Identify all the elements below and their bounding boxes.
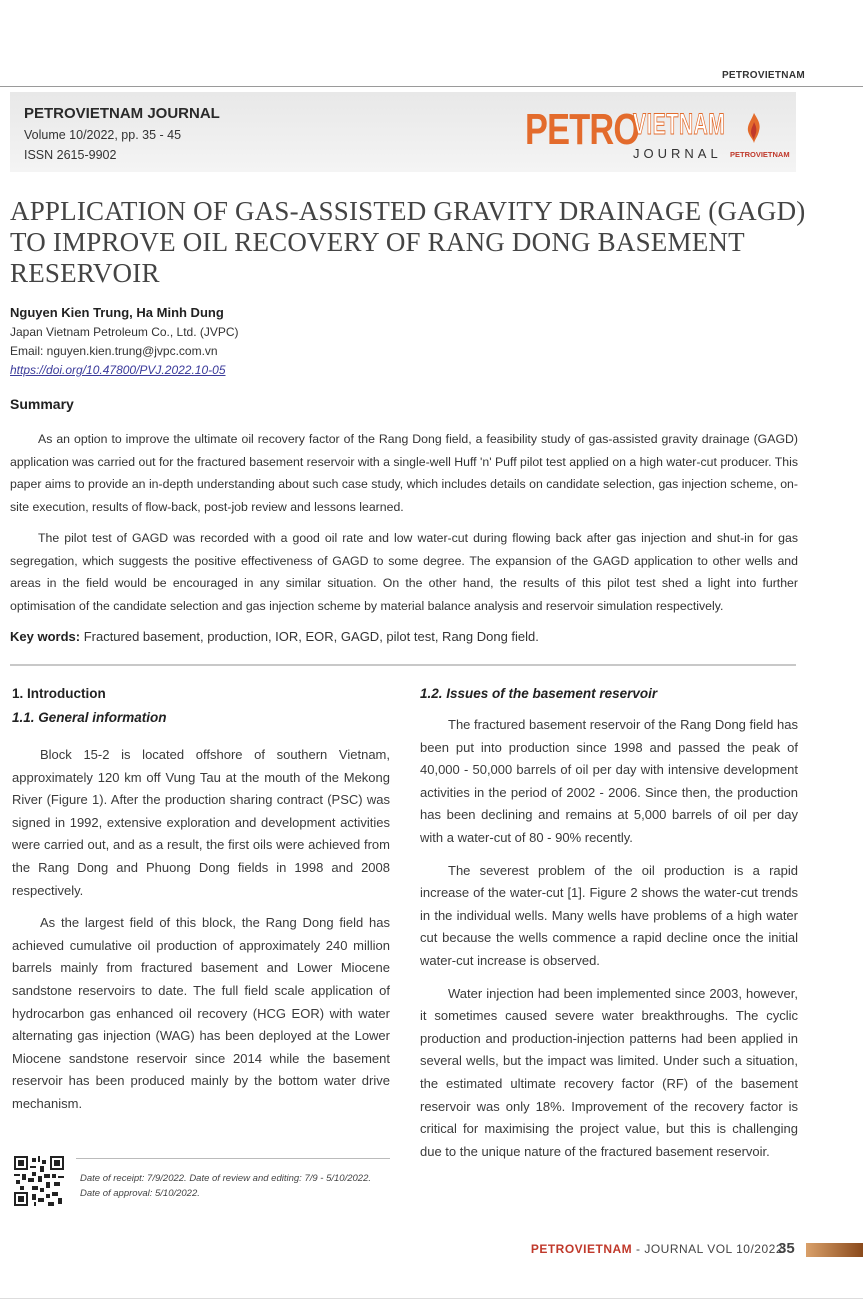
keywords-text: Fractured basement, production, IOR, EOR, GAGD, pilot test, Rang Dong field. bbox=[80, 629, 539, 644]
dates-approval: Date of approval: 5/10/2022. bbox=[80, 1188, 200, 1199]
body-paragraph: As the largest field of this block, the Rang Dong field has achieved cumulative oil production of approximately 240 million barrels mainly from fractured basement and Lower Miocene sandstone reservoirs to date. The full field scale application of hydrocarbon gas enhanced oil recovery (HCG EOR) with water alternating gas injection (WAG) has been deployed at the Lower Miocene sandstone reservoir since 2014 while the basement reservoir has been produced mainly by the bottom water drive mechanism. bbox=[12, 915, 390, 1111]
authors: Nguyen Kien Trung, Ha Minh Dung bbox=[10, 305, 224, 320]
subsection-heading: 1.2. Issues of the basement reservoir bbox=[420, 686, 658, 701]
section-heading: 1. Introduction bbox=[12, 686, 106, 701]
summary-heading: Summary bbox=[10, 396, 74, 412]
right-column bbox=[420, 686, 798, 1173]
left-column bbox=[12, 686, 390, 1126]
keywords bbox=[10, 629, 539, 644]
body-paragraph: The severest problem of the oil production is a rapid increase of the water-cut [1]. Figure 2 shows the water-cut trends in the individual wells. Many wells have problems of a high water cut because the wells commence a rapid decline once the initial water-cut increase is observed. bbox=[420, 862, 798, 968]
body-paragraph: The fractured basement reservoir of the Rang Dong field has been put into production since 1998 and passed the peak of 40,000 - 50,000 barrels of oil per day with intensive development activities in the period of 2002 - 2006. Since then, the production has been declining and remains at 5,000 barrels of oil per day with a water-cut of 80 - 90% recently. bbox=[420, 717, 798, 845]
summary-paragraph: The pilot test of GAGD was recorded with a good oil rate and low water-cut during flowing back after gas injection and shut-in for gas segregation, which suggests the positive effectiveness of GAGD to some degree. The expansion of the GAGD application to other wells and areas in the field would be encouraged in any similar situation. On the other hand, the results of this pilot test shed a light into further optimisation of the candidate selection and gas injection scheme by material balance analysis and reservoir simulation respectively. bbox=[10, 531, 798, 613]
footer-color-bar bbox=[806, 1243, 863, 1257]
header-rule bbox=[0, 86, 863, 87]
author-email: Email: nguyen.kien.trung@jvpc.com.vn bbox=[10, 344, 218, 358]
summary-paragraph: As an option to improve the ultimate oil recovery factor of the Rang Dong field, a feasibility study of gas-assisted gravity drainage (GAGD) application was carried out for the fractured basement reservoir with a single-well Huff 'n' Puff pilot test applied on a high water-cut producer. This paper aims to provide an in-depth understanding about such case study, which includes details on candidate selection, gas injection scheme, on-site execution, results of flow-back, post-job review and lessons learned. bbox=[10, 432, 799, 514]
footer-brand: PETROVIETNAM bbox=[530, 1242, 633, 1256]
petrovietnam-journal-logo bbox=[525, 104, 793, 164]
page-number: 35 bbox=[778, 1240, 795, 1257]
subsection-heading: 1.1. General information bbox=[12, 710, 167, 725]
page-footer bbox=[531, 1242, 783, 1256]
bottom-rule bbox=[0, 1298, 863, 1299]
logo-journal-text: JOURNAL bbox=[633, 146, 722, 161]
logo-small-brand: PETROVIETNAM bbox=[730, 150, 790, 159]
qr-code-icon bbox=[14, 1156, 64, 1206]
doi-link[interactable]: https://doi.org/10.47800/PVJ.2022.10-05 bbox=[10, 363, 226, 377]
logo-vietnam-text: VIETNAM bbox=[633, 108, 726, 141]
journal-volume: Volume 10/2022, pp. 35 - 45 bbox=[24, 128, 182, 142]
journal-name: PETROVIETNAM JOURNAL bbox=[24, 105, 220, 122]
footer-text: - JOURNAL VOL 10/2022 bbox=[632, 1242, 783, 1256]
logo-petro-text: PETRO bbox=[525, 105, 640, 154]
article-dates bbox=[80, 1171, 371, 1201]
section-divider bbox=[10, 664, 796, 666]
running-head: PETROVIETNAM bbox=[721, 70, 805, 81]
flame-icon bbox=[745, 112, 763, 144]
keywords-label: Key words: bbox=[10, 629, 81, 644]
affiliation: Japan Vietnam Petroleum Co., Ltd. (JVPC) bbox=[10, 325, 239, 339]
body-paragraph: Water injection had been implemented since 2003, however, it sometimes caused severe water breakthroughs. The cyclic production and production-injection patterns had been applied in several wells, but the impact was limited. Under such a situation, the estimated ultimate recovery factor (RF) of the basement reservoir was only 18%. Improvement of the recovery factor is critical for maximising the project value, but this is challenging due to the unique nature of the fractured basement reservoir. bbox=[420, 985, 798, 1159]
journal-issn: ISSN 2615-9902 bbox=[24, 148, 117, 162]
dates-receipt: Date of receipt: 7/9/2022. Date of review and editing: 7/9 - 5/10/2022. bbox=[80, 1173, 371, 1184]
article-title: APPLICATION OF GAS-ASSISTED GRAVITY DRAINAGE (GAGD) TO IMPROVE OIL RECOVERY OF RANG DONG BASEMENT RESERVOIR bbox=[10, 196, 806, 288]
dates-divider bbox=[76, 1158, 390, 1159]
body-paragraph: Block 15-2 is located offshore of southern Vietnam, approximately 120 km off Vung Tau at the mouth of the Mekong River (Figure 1). After the production sharing contract (PSC) was signed in 1992, extensive exploration and development activities were carried out, and as a result, the first oils were achieved from the Rang Dong and Phuong Dong fields in 1998 and 2008 respectively. bbox=[12, 747, 390, 898]
